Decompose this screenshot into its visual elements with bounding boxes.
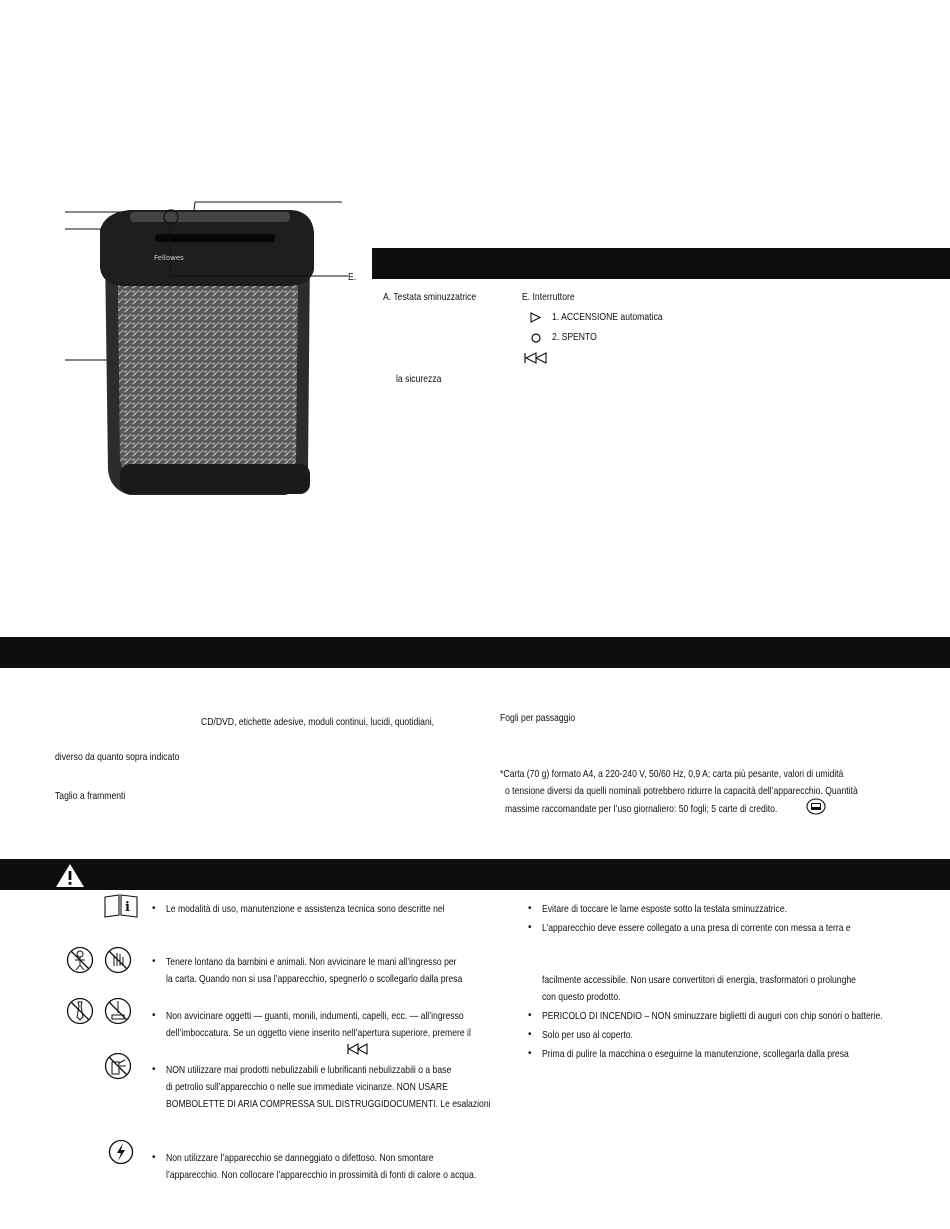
safety-right-1: Evitare di toccare le lame esposte sotto la testata sminuzzatrice. (542, 903, 788, 915)
capacity-header-bar (0, 637, 950, 668)
cut-type: Taglio a frammenti (55, 790, 126, 802)
label-e: E. Interruttore (522, 291, 575, 303)
safety-left-4-line-2: di petrolio sull’apparecchio o nelle sue immediate vicinanze. NON USARE (166, 1081, 448, 1093)
no-hands-icon (104, 946, 132, 974)
no-children-icon (66, 946, 94, 974)
bullet: • (152, 1064, 156, 1075)
safety-left-3-line-1: Non avvicinare oggetti — guanti, monili, indumenti, capelli, ecc. — all’ingresso (166, 1010, 464, 1022)
sheets-label: Fogli per passaggio (500, 712, 576, 724)
safety-header-bar (0, 859, 950, 890)
bullet: • (528, 1048, 532, 1059)
play-triangle-icon (530, 312, 541, 323)
safety-right-5: Solo per uso al coperto. (542, 1029, 633, 1041)
footnote-line-3: massime raccomandate per l’uso giornaliero: 50 fogli; 5 carte di credito. (505, 803, 778, 815)
bullet: • (528, 922, 532, 933)
credit-card-icon (806, 798, 826, 815)
brand-logo: Fellowes (154, 254, 184, 262)
bullet: • (152, 903, 156, 914)
bullet: • (152, 1010, 156, 1021)
safety-left-1-line-1: Le modalità di uso, manutenzione e assistenza tecnica sono descritte nel (166, 903, 445, 915)
safety-right-4: PERICOLO DI INCENDIO – NON sminuzzare biglietti di auguri con chip sonori o batterie. (542, 1010, 883, 1022)
safety-right-3-line-1: facilmente accessibile. Non usare convertitori di energia, trasformatori o prolunghe (542, 974, 856, 986)
electric-hazard-icon (108, 1139, 134, 1165)
safety-left-5-line-2: l’apparecchio. Non collocare l’apparecchio in prossimità di fonti di calore o acqua. (166, 1169, 477, 1181)
bullet: • (528, 1029, 532, 1040)
label-a: A. Testata sminuzzatrice (383, 291, 477, 303)
safety-left-2-line-1: Tenere lontano da bambini e animali. Non avvicinare le mani all’ingresso per (166, 956, 457, 968)
svg-text:i: i (125, 900, 130, 915)
no-aerosol-icon (104, 1052, 132, 1080)
off-circle-icon (531, 333, 541, 343)
safety-left-4-line-1: NON utilizzare mai prodotti nebulizzabili e lubrificanti nebulizzabili o a base (166, 1064, 452, 1076)
label-e-marker: E. (348, 271, 357, 283)
safety-left-3-line-2: dell’imboccatura. Se un oggetto viene inserito nell’apertura superiore, premere il (166, 1027, 471, 1039)
no-tie-icon (66, 997, 94, 1025)
safety-left-5-line-1: Non utilizzare l’apparecchio se danneggiato o difettoso. Non smontare (166, 1152, 434, 1164)
safety-right-6: Prima di pulire la macchina o eseguirne la manutenzione, scollegarla dalla presa (542, 1048, 849, 1060)
manual-info-icon (103, 894, 139, 918)
safety-right-3-line-2: con questo prodotto. (542, 991, 621, 1003)
safety-left-2-line-2: la carta. Quando non si usa l’apparecchio, spegnerlo o scollegarlo dalla presa (166, 973, 463, 985)
safety-right-2: L’apparecchio deve essere collegato a una presa di corrente con messa a terra e (542, 922, 851, 934)
bullet: • (528, 1010, 532, 1021)
bullet: • (152, 956, 156, 967)
shredder-illustration (60, 190, 360, 510)
label-e1: 1. ACCENSIONE automatica (552, 311, 663, 323)
bullet: • (528, 903, 532, 914)
no-hair-icon (104, 997, 132, 1025)
reverse-icon (347, 1043, 369, 1055)
bullet: • (152, 1152, 156, 1163)
safety-left-4-line-3: BOMBOLETTE DI ARIA COMPRESSA SUL DISTRUGGIDOCUMENTI. Le esalazioni (166, 1098, 491, 1110)
other-materials-line: diverso da quanto sopra indicato (55, 751, 180, 763)
footnote-line-1: *Carta (70 g) formato A4, a 220-240 V, 50/60 Hz, 0,9 A; carta più pesante, valori di umidità (500, 768, 844, 780)
label-e2: 2. SPENTO (552, 331, 597, 343)
shredder-diagram (60, 190, 360, 510)
materials-line: CD/DVD, etichette adesive, moduli continui, lucidi, quotidiani, (201, 716, 435, 728)
label-safety-tail: la sicurezza (396, 373, 442, 385)
footnote-line-2: o tensione diversi da quelli nominali potrebbero ridurre la capacità dell’apparecchio. Quantità (505, 785, 858, 797)
overview-header-bar (372, 248, 950, 279)
warning-triangle-icon (55, 863, 85, 888)
reverse-icon (524, 352, 548, 364)
